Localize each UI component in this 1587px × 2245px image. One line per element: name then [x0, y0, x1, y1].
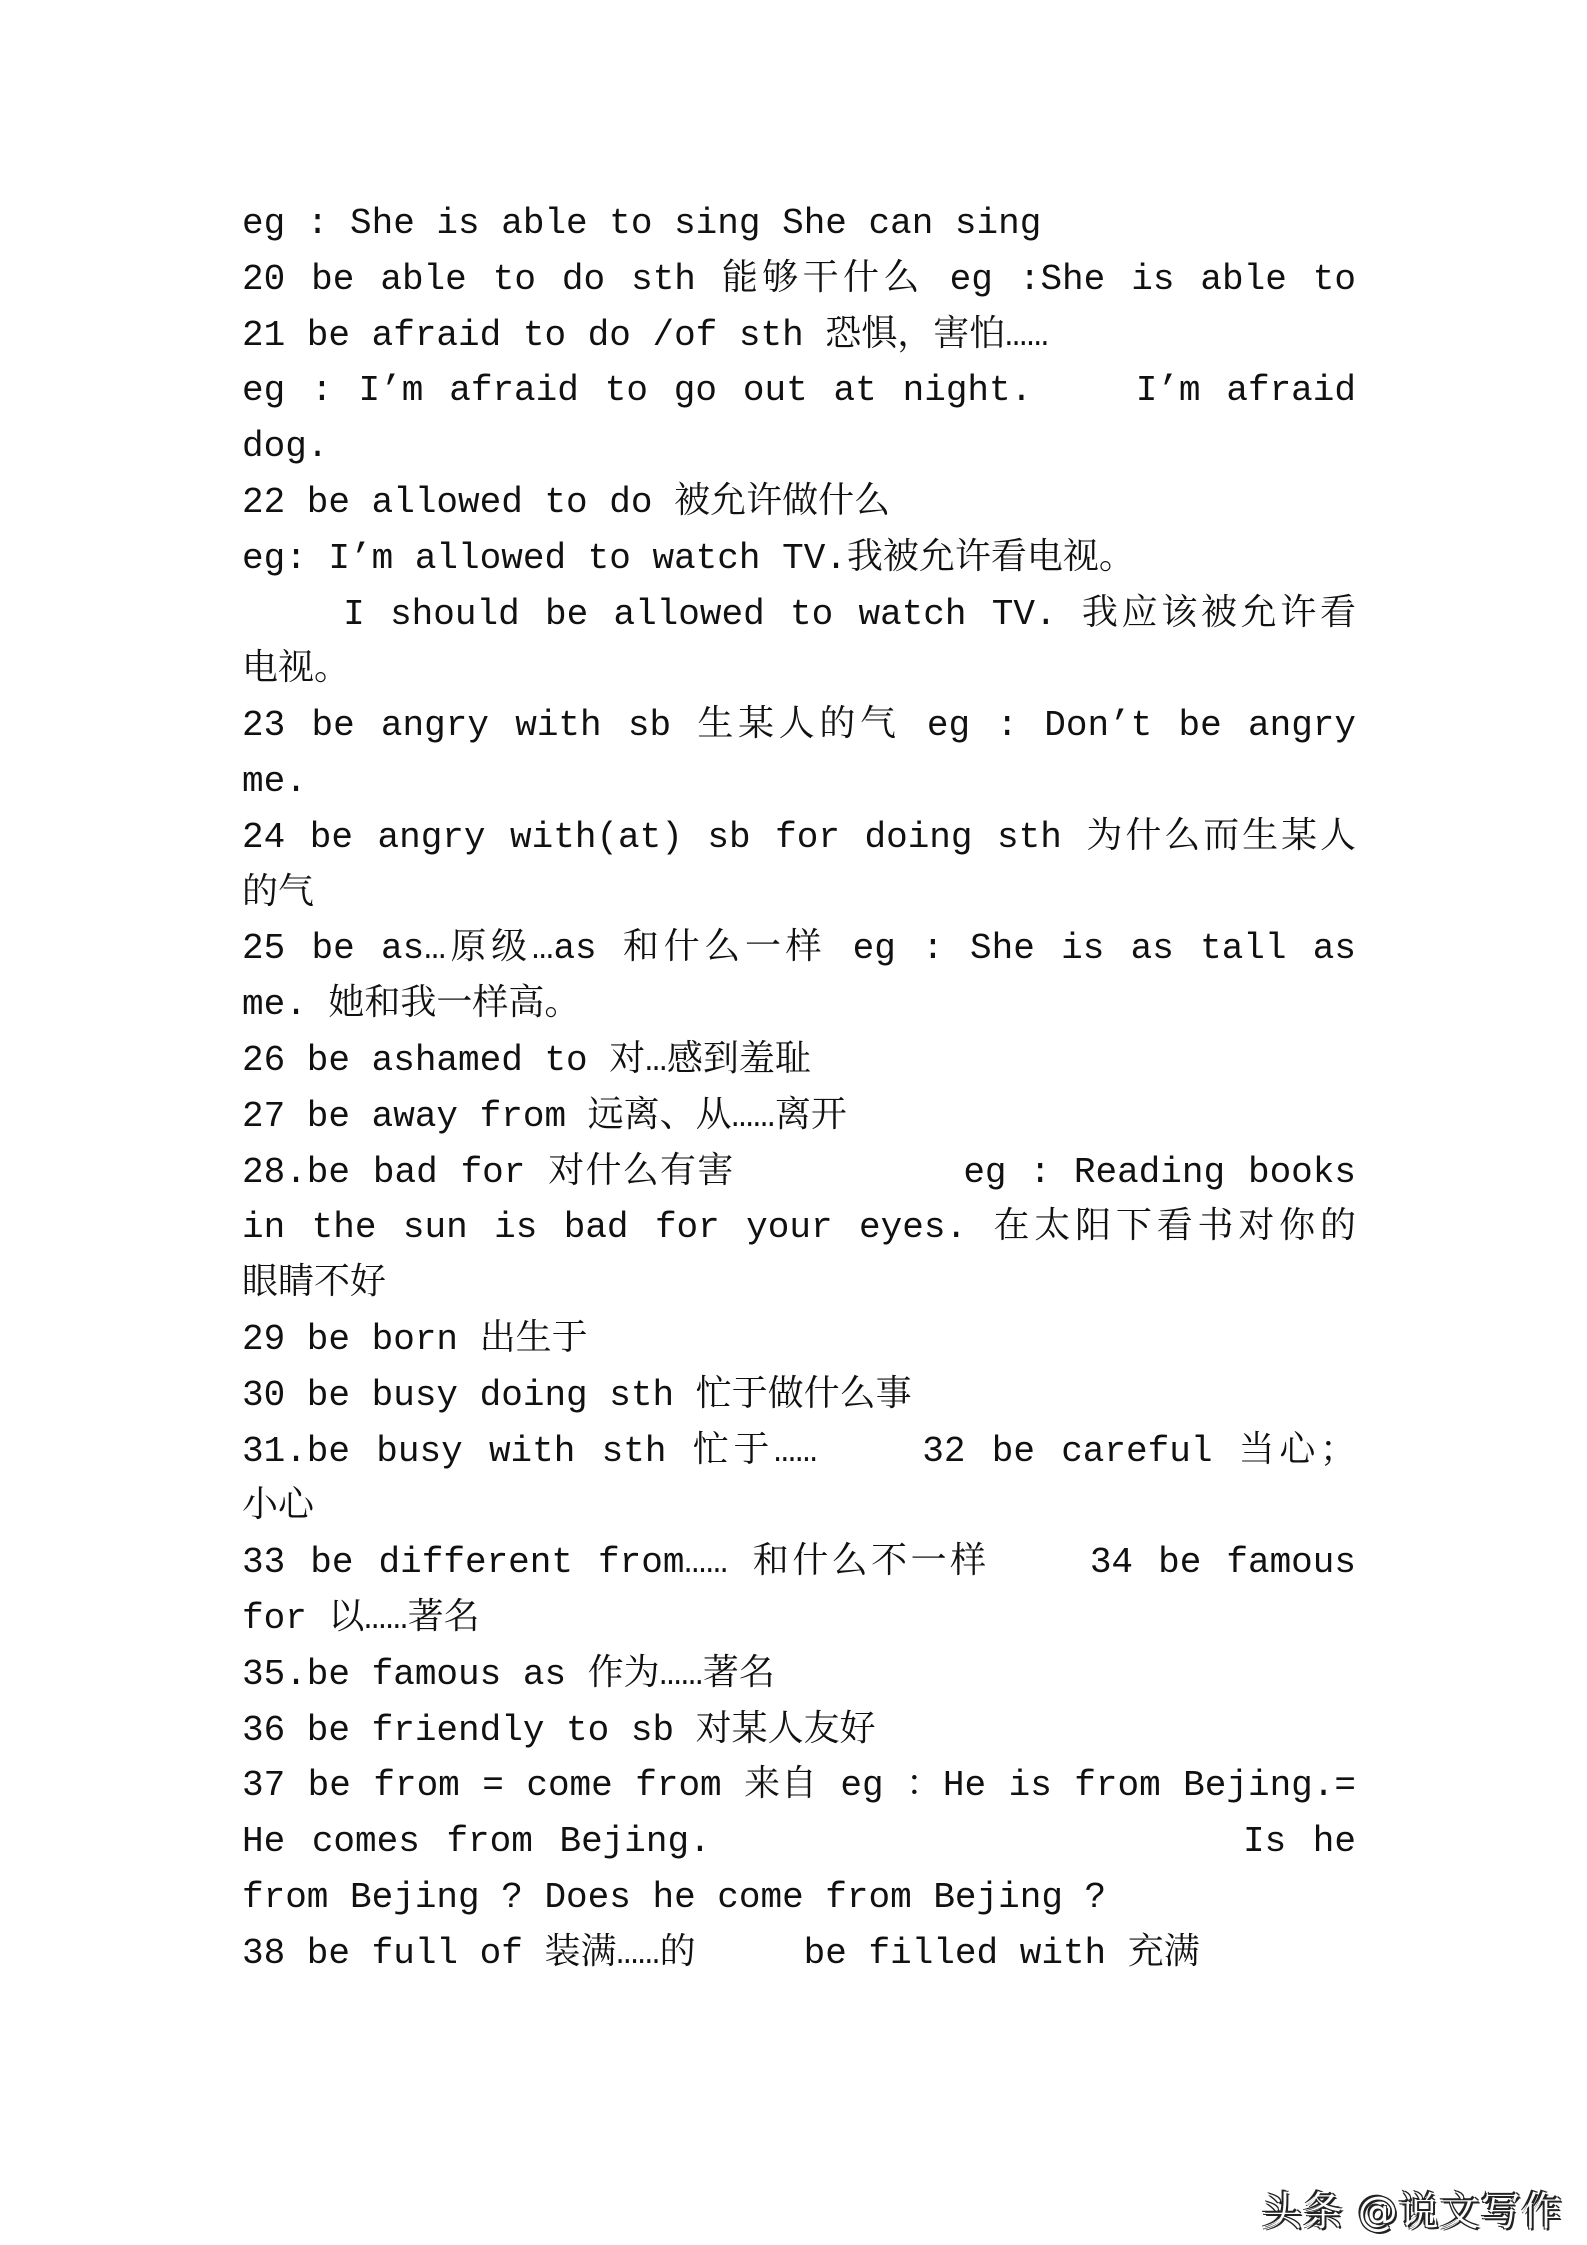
text-line: 28.be bad for 对什么有害 eg : Reading books: [242, 1151, 1356, 1193]
text-line: 35.be famous as 作为……著名: [242, 1653, 775, 1695]
text-line: 电视。: [242, 649, 351, 691]
text-line: 36 be friendly to sb 对某人友好: [242, 1709, 876, 1751]
text-line: dog.: [242, 426, 329, 468]
text-line: 22 be allowed to do 被允许做什么: [242, 482, 891, 523]
text-line: 31.be busy with sth 忙于…… 32 be careful 当心；: [242, 1430, 1356, 1472]
text-line: 21 be afraid to do /of sth 恐惧，害怕……: [242, 314, 1049, 356]
text-line: 25 be as…原级…as 和什么一样 eg : She is as tall as: [242, 928, 1356, 970]
text-line: 20 be able to do sth 能够干什么 eg :She is able to: [242, 258, 1356, 300]
text-line: me. 她和我一样高。: [242, 984, 581, 1026]
text-line: 眼睛不好: [242, 1263, 387, 1305]
text-line: from Bejing ? Does he come from Bejing ?: [242, 1877, 1107, 1918]
text-line: 24 be angry with(at) sb for doing sth 为什么而生某人: [242, 816, 1356, 858]
text-line: I should be allowed to watch TV. 我应该被允许看: [242, 593, 1356, 635]
text-line: eg : She is able to sing She can sing: [242, 203, 1042, 244]
text-line: me.: [242, 761, 307, 802]
text-line: eg: I’m allowed to watch TV.我被允许看电视。: [242, 537, 1135, 579]
text-line: 33 be different from…… 和什么不一样 34 be famous: [242, 1542, 1356, 1584]
text-line: 30 be busy doing sth 忙于做什么事: [242, 1374, 912, 1416]
text-line: 27 be away from 远离、从……离开: [242, 1095, 847, 1137]
text-line: 小心: [242, 1486, 315, 1528]
text-line: 29 be born 出生于: [242, 1319, 588, 1360]
text-line: in the sun is bad for your eyes. 在太阳下看书对你的: [242, 1207, 1356, 1249]
text-line: He comes from Bejing. Is he: [242, 1821, 1356, 1863]
text-line: for 以……著名: [242, 1598, 480, 1639]
text-line: eg : I’m afraid to go out at night. I’m afraid: [242, 370, 1356, 412]
text-line: 的气: [242, 872, 315, 914]
watermark: 头条 @说文写作: [1262, 2189, 1563, 2235]
text-line: 38 be full of 装满……的 be filled with 充满: [242, 1932, 1200, 1974]
text-line: 23 be angry with sb 生某人的气 eg : Don’t be angry: [242, 705, 1356, 747]
text-line: 37 be from = come from 来自 eg ：He is from Bejing.=: [242, 1765, 1356, 1807]
text-line: 26 be ashamed to 对…感到羞耻: [242, 1040, 811, 1081]
